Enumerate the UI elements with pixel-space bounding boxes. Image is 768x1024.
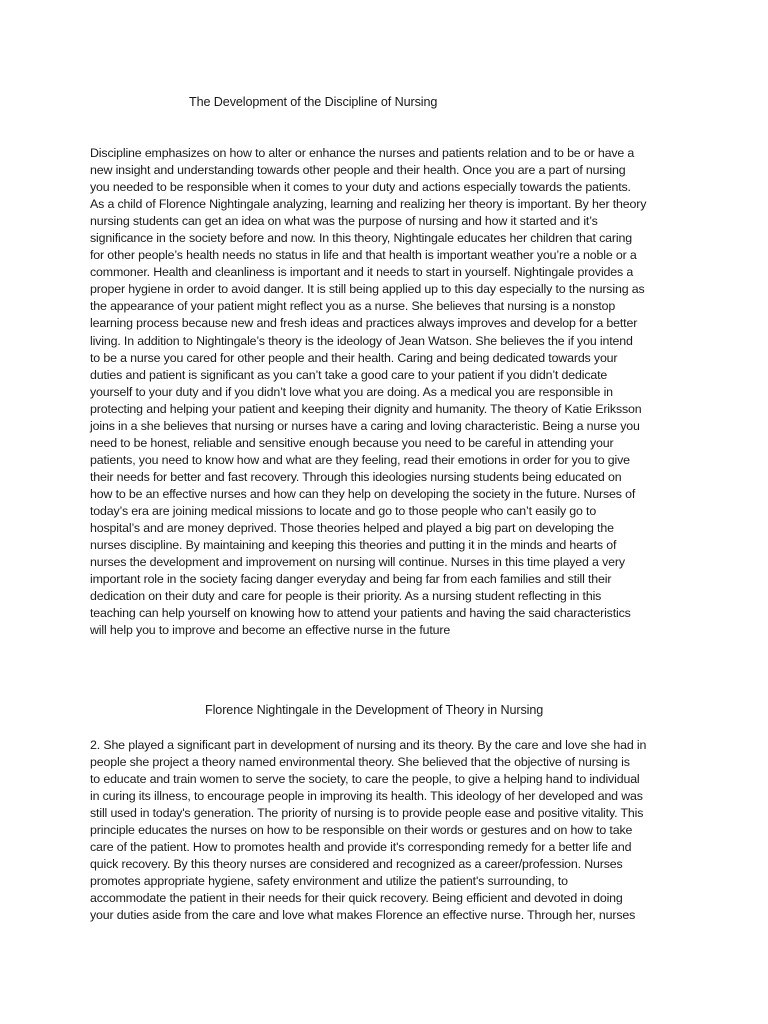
paragraph-line: promotes appropriate hygiene, safety environment and utilize the patient's surrounding, to (90, 874, 568, 889)
paragraph-line: will help you to improve and become an effective nurse in the future (90, 623, 451, 638)
paragraph-line: important role in the society facing danger everyday and being far from each families and still their (90, 572, 612, 587)
paragraph-line: teaching can help yourself on knowing how to attend your patients and having the said characteristics (90, 606, 631, 621)
paragraph-line: in curing its illness, to encourage people in improving its health. This ideology of her developed and was (90, 789, 643, 804)
paragraph-line: living. In addition to Nightingale’s theory is the ideology of Jean Watson. She believes the if you intend (90, 333, 633, 348)
paragraph-line: nurses discipline. By maintaining and keeping this theories and putting it in the minds and hearts of (90, 538, 617, 553)
paragraph-line: quick recovery. By this theory nurses are considered and recognized as a career/profession. Nurses (90, 857, 623, 872)
paragraph-line: commoner. Health and cleanliness is important and it needs to start in yourself. Nightingale provides a (90, 265, 634, 280)
paragraph-line: today’s era are joining medical missions to locate and go to those people who can’t easily go to (90, 503, 597, 518)
paragraph-line: for other people’s health needs no status in life and that health is important weather you’re a noble or a (90, 248, 637, 263)
paragraph-line: yourself to your duty and if you didn’t love what you are doing. As a medical you are responsible in (90, 384, 613, 399)
paragraph-line: nurses the development and improvement on nursing will continue. Nurses in this time played a very (90, 555, 625, 570)
paragraph-line: their needs for better and fast recovery. Through this ideologies nursing students being educated on (90, 469, 622, 484)
paragraph-line: accommodate the patient in their needs for their quick recovery. Being efficient and devoted in doing (90, 891, 623, 906)
paragraph-line: 2. She played a significant part in development of nursing and its theory. By the care and love she had in (90, 738, 647, 752)
paragraph-line: principle educates the nurses on how to be responsible on their words or gestures and on how to take (90, 823, 633, 838)
paragraph-line: your duties aside from the care and love what makes Florence an effective nurse. Through her, nurses (90, 908, 636, 923)
paragraph-line: protecting and helping your patient and keeping their dignity and humanity. The theory of Katie Eriksson (90, 401, 642, 416)
paragraph-line: you needed to be responsible when it comes to your duty and actions especially towards the patients. (90, 180, 631, 195)
paragraph-line: care of the patient. How to promotes health and provide it's corresponding remedy for a better life and (90, 840, 632, 855)
paragraph-line: proper hygiene in order to avoid danger. It is still being applied up to this day especially to the nursing as (90, 282, 645, 297)
paragraph-line: new insight and understanding towards other people and their health. Once you are a part of nursing (90, 163, 626, 178)
paragraph-line: Discipline emphasizes on how to alter or enhance the nurses and patients relation and to be or have a (90, 146, 635, 160)
paragraph-line: still used in today's generation. The priority of nursing is to provide people ease and positive vitality. This (90, 806, 644, 821)
paragraph-line: duties and patient is significant as you can’t take a good care to your patient if you didn’t dedicate (90, 367, 608, 382)
paragraph-line: people she project a theory named environmental theory. She believed that the objective of nursing is (90, 755, 630, 770)
paragraph-line: to be a nurse you cared for other people and their health. Caring and being dedicated towards your (90, 350, 618, 365)
body-paragraph-discipline (90, 145, 680, 639)
paragraph-line: dedication on their duty and care for people is their priority. As a nursing student reflecting in this (90, 589, 602, 604)
body-paragraph-nightingale (90, 737, 680, 925)
paragraph-line: to educate and train women to serve the society, to care the people, to give a helping hand to individual (90, 772, 640, 787)
paragraph-line: As a child of Florence Nightingale analyzing, learning and realizing her theory is important. By her theory (90, 197, 647, 212)
paragraph-line: significance in the society before and now. In this theory, Nightingale educates her children that caring (90, 231, 632, 246)
section-title-nightingale-theory: Florence Nightingale in the Development of Theory in Nursing (205, 703, 544, 717)
paragraph-line: joins in a she believes that nursing or nurses have a caring and loving characteristic. Being a nurse you (90, 418, 640, 433)
paragraph-line: nursing students can get an idea on what was the purpose of nursing and how it started and it’s (90, 214, 598, 229)
section-title-development-of-discipline: The Development of the Discipline of Nursing (189, 95, 438, 109)
paragraph-line: learning process because new and fresh ideas and practices always improves and develop for a better (90, 316, 638, 331)
paragraph-line: patients, you need to know how and what are they feeling, read their emotions in order for you to give (90, 452, 630, 467)
paragraph-line: the appearance of your patient might reflect you as a nurse. She believes that nursing is a nonstop (90, 299, 616, 314)
paragraph-line: need to be honest, reliable and sensitive enough because you need to be careful in attending your (90, 435, 614, 450)
paragraph-line: hospital’s and are money deprived. Those theories helped and played a big part on developing the (90, 521, 614, 536)
paragraph-line: how to be an effective nurses and how can they help on developing the society in the future. Nurses of (90, 486, 636, 501)
